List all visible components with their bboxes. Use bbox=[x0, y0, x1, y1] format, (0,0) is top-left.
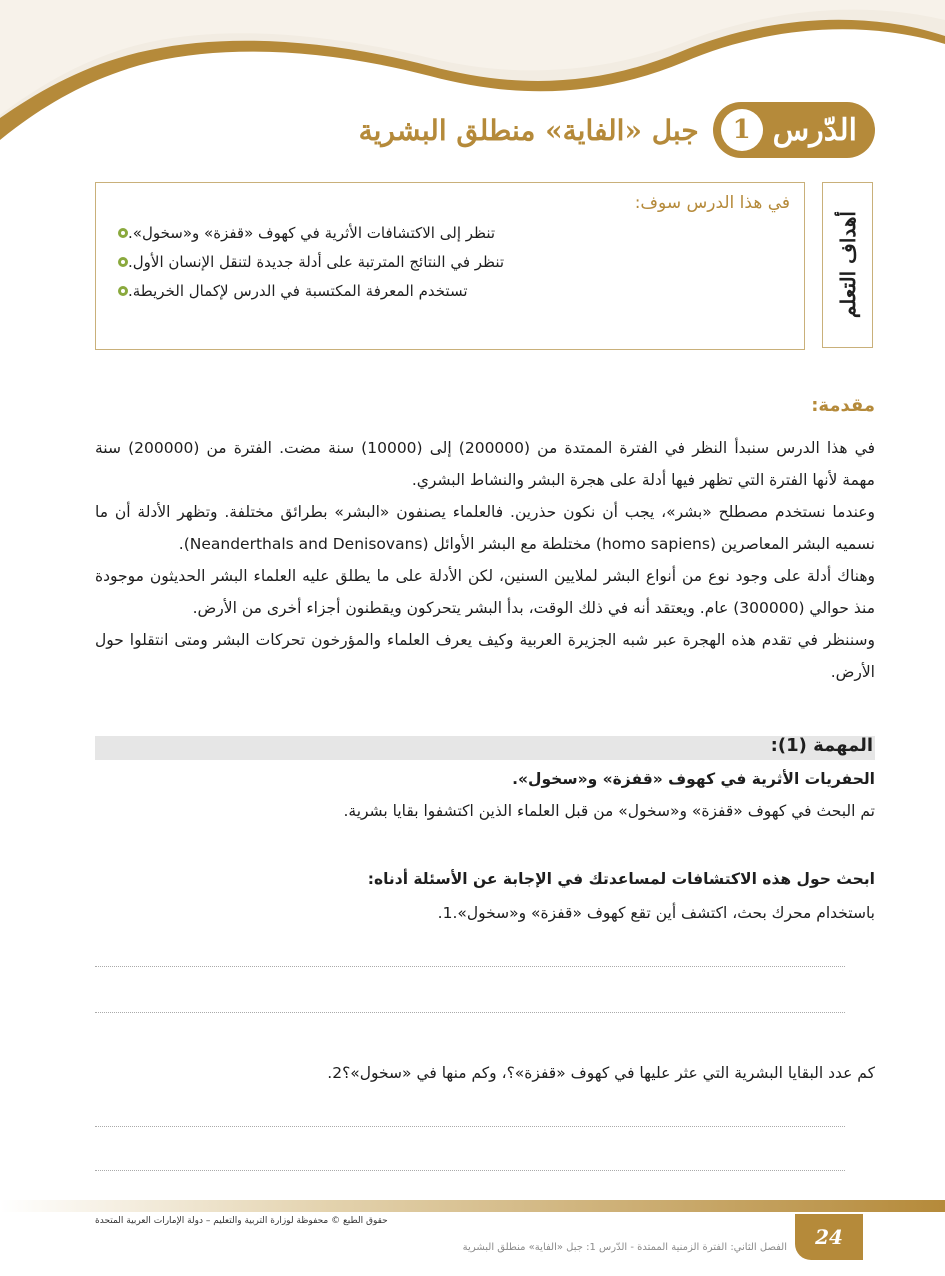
bullet-icon bbox=[118, 257, 128, 267]
answer-line[interactable] bbox=[95, 1126, 845, 1127]
bullet-icon bbox=[118, 228, 128, 238]
intro-body bbox=[95, 432, 875, 688]
task-subtitle: الحفريات الأثرية في كهوف «قفزة» و«سخول». bbox=[512, 770, 875, 788]
footer-band bbox=[0, 1200, 945, 1212]
answer-line[interactable] bbox=[95, 1012, 845, 1013]
page-number-tab bbox=[795, 1214, 863, 1260]
objectives-tab-label: أهداف التعلم bbox=[835, 211, 860, 319]
lesson-number: 1 bbox=[721, 109, 763, 151]
bullet-icon bbox=[118, 286, 128, 296]
answer-line[interactable] bbox=[95, 966, 845, 967]
question-2 bbox=[317, 1064, 875, 1082]
objective-item: تنظر في النتائج المترتبة على أدلة جديدة لتنقل الإنسان الأول. bbox=[110, 253, 790, 271]
lesson-word: الدّرس bbox=[772, 112, 857, 148]
task-text: تم البحث في كهوف «قفزة» و«سخول» من قبل العلماء الذين اكتشفوا بقايا بشرية. bbox=[343, 802, 875, 820]
lesson-title: جبل «الفاية» منطلق البشرية bbox=[358, 113, 699, 147]
task-heading: المهمة (1): bbox=[770, 735, 873, 756]
research-heading: ابحث حول هذه الاكتشافات لمساعدتك في الإجابة عن الأسئلة أدناه: bbox=[367, 870, 875, 888]
answer-line[interactable] bbox=[95, 1170, 845, 1171]
copyright-notice: حقوق الطبع © محفوظة لوزارة التربية والتعليم – دولة الإمارات العربية المتحدة bbox=[95, 1216, 388, 1226]
objective-item: تنظر إلى الاكتشافات الأثرية في كهوف «قفزة» و«سخول». bbox=[110, 224, 790, 242]
question-number: 2. bbox=[327, 1064, 343, 1082]
task-heading-bar bbox=[95, 736, 875, 760]
objective-item: تستخدم المعرفة المكتسبة في الدرس لإكمال الخريطة. bbox=[110, 282, 790, 300]
objectives-tab bbox=[822, 182, 873, 348]
lesson-badge bbox=[713, 102, 875, 158]
objectives-intro: في هذا الدرس سوف: bbox=[634, 193, 790, 213]
intro-paragraph: في هذا الدرس سنبدأ النظر في الفترة الممتدة من (200000) إلى (10000) سنة مضت. الفترة من (200000) سنة مهمة لأنها الفترة التي تظهر فيها أدلة على هجرة البشر والنشاط البشري. bbox=[95, 439, 875, 489]
page-number: 24 bbox=[815, 1225, 843, 1249]
question-text: باستخدام محرك بحث، اكتشف أين تقع كهوف «قفزة» و«سخول». bbox=[452, 904, 875, 922]
running-footer: الفصل الثاني: الفترة الزمنية الممتدة - الدّرس 1: جبل «الفاية» منطلق البشرية bbox=[462, 1242, 787, 1253]
intro-paragraph: وهناك أدلة على وجود نوع من أنواع البشر لملايين السنين، لكن الأدلة على ما يطلق عليه العلماء البشر الحديثون موجودة منذ حوالي (300000) عام. ويعتقد أنه في ذلك الوقت، بدأ البشر يتحركون ويقطنون أجزاء أخرى من الأرض. bbox=[95, 567, 875, 617]
intro-paragraph: وسننظر في تقدم هذه الهجرة عبر شبه الجزيرة العربية وكيف يعرف العلماء والمؤرخون تحركات البشر ومتى انتقلوا حول الأرض. bbox=[95, 631, 875, 681]
question-number: 1. bbox=[437, 904, 453, 922]
lesson-title-bar bbox=[359, 100, 875, 160]
intro-paragraph: وعندما نستخدم مصطلح «بشر»، يجب أن نكون حذرين. فالعلماء يصنفون «البشر» بطرائق مختلفة. وتظهر الأدلة أن ما نسميه البشر المعاصرين (homo sapiens) مختلطة مع البشر الأوائل (Neanderthals and Denisovans). bbox=[95, 503, 875, 553]
intro-heading: مقدمة: bbox=[811, 395, 875, 416]
question-text: كم عدد البقايا البشرية التي عثر عليها في كهوف «قفزة»؟، وكم منها في «سخول»؟ bbox=[342, 1064, 875, 1082]
question-1 bbox=[428, 904, 875, 922]
objectives-box bbox=[95, 182, 805, 350]
